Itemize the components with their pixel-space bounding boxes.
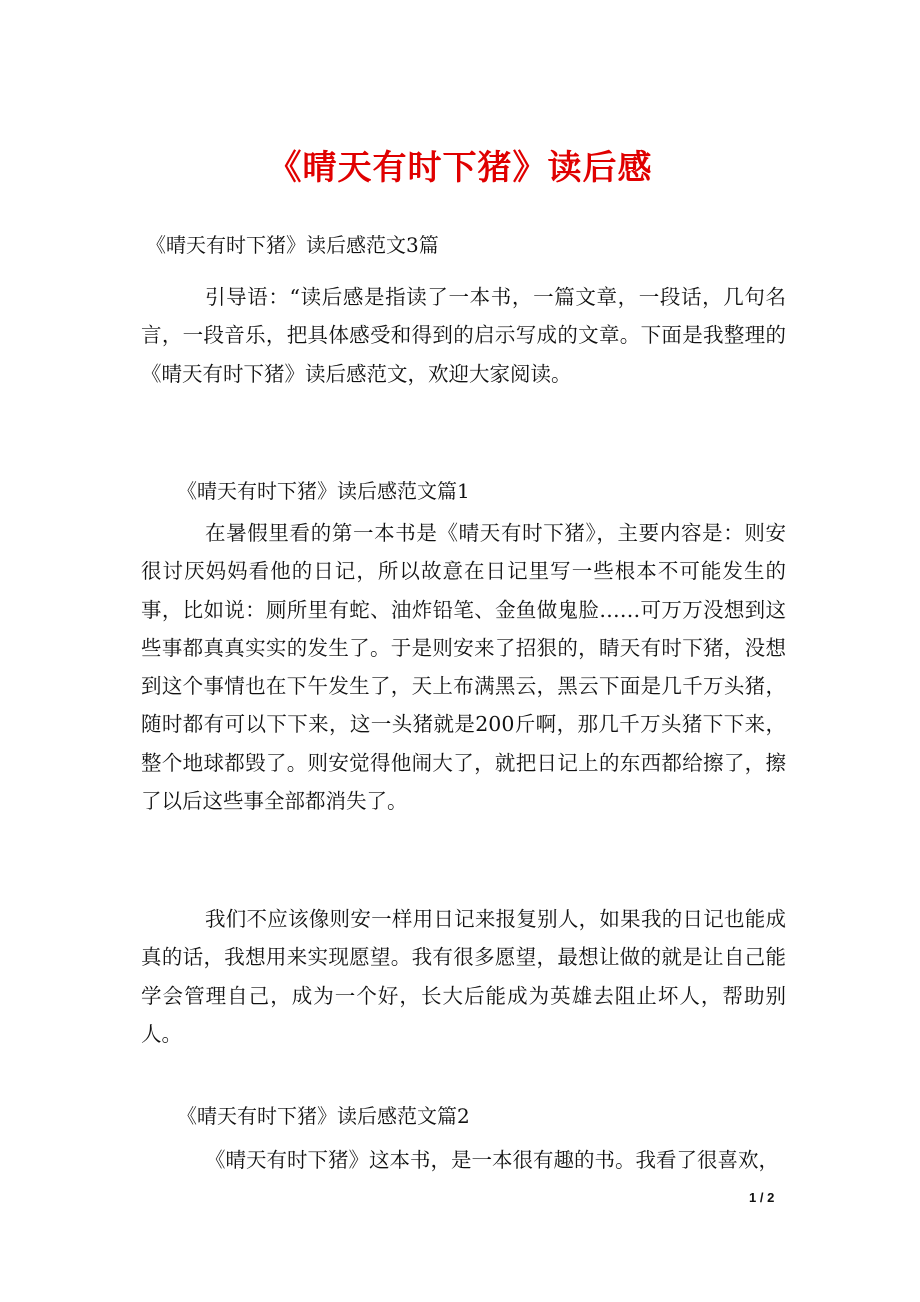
page-number: 1 / 2 <box>749 1190 775 1205</box>
document-title: 《晴天有时下猪》读后感 <box>267 148 653 188</box>
section-1-heading: 《晴天有时下猪》读后感范文篇1 <box>177 479 470 503</box>
document-subtitle: 《晴天有时下猪》读后感范文3篇 <box>146 233 439 257</box>
section-2-paragraph-1: 《晴天有时下猪》这本书，是一本很有趣的书。我看了很喜欢， <box>205 1148 779 1172</box>
section-1-paragraph-1: 在暑假里看的第一本书是《晴天有时下猪》，主要内容是：则安很讨厌妈妈看他的日记，所以故意在日记里写一些根本不可能发生的事，比如说：厕所里有蛇、油炸铅笔、金鱼做鬼脸……可万万没想到这些事都真真实实的发生了。于是则安来了招狠的，睛天有时下猪，没想到这个事情也在下午发生了，天上布满黑云，黑云下面是几千万头猪，随时都有可以下下来，这一头猪就是200斤啊，那几千万头猪下下来，整个地球都毁了。则安觉得他闹大了，就把日记上的东西都给擦了，擦了以后这些事全部都消失了。 <box>141 521 786 814</box>
intro-paragraph: 引导语：“读后感是指读了一本书，一篇文章，一段话，几句名言，一段音乐，把具体感受和得到的启示写成的文章。下面是我整理的《晴天有时下猪》读后感范文，欢迎大家阅读。 <box>141 285 786 386</box>
section-2-heading: 《晴天有时下猪》读后感范文篇2 <box>177 1104 470 1128</box>
section-1-paragraph-2: 我们不应该像则安一样用日记来报复别人，如果我的日记也能成真的话，我想用来实现愿望。我有很多愿望，最想让做的就是让自己能学会管理自己，成为一个好，长大后能成为英雄去阻止坏人，帮助别人。 <box>141 907 786 1046</box>
